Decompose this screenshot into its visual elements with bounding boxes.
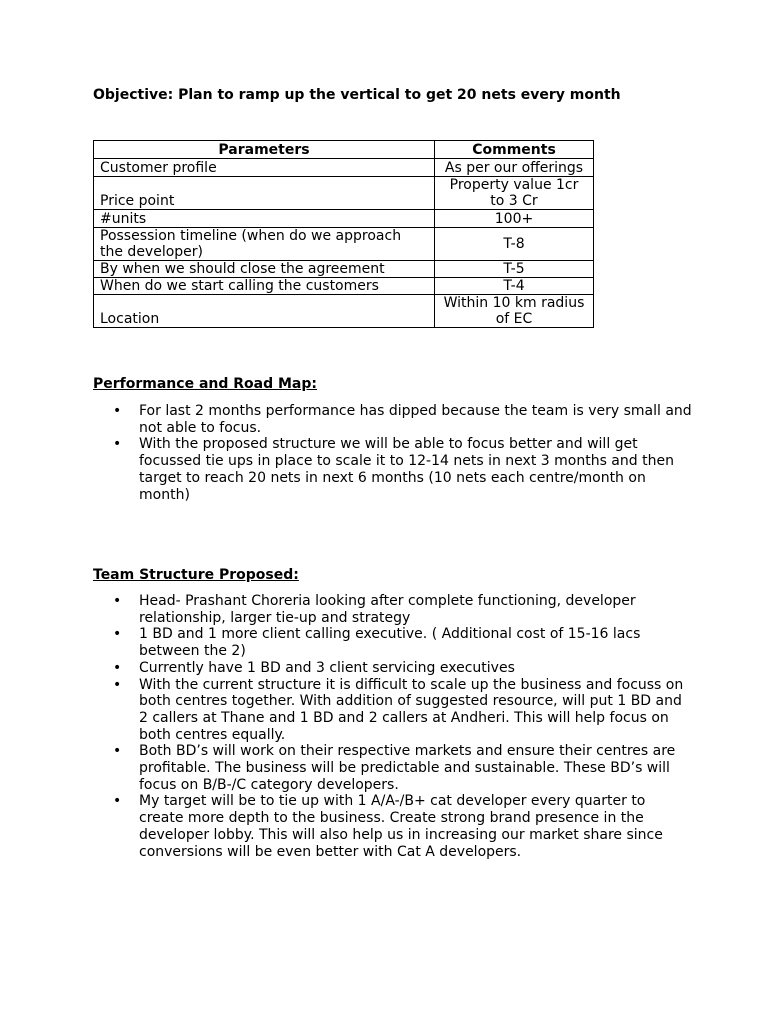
table-row: [94, 210, 594, 228]
comment-cell: T-4: [435, 278, 594, 295]
performance-bullet-list: [93, 403, 693, 503]
comment-cell: Within 10 km radius of EC: [435, 295, 594, 328]
list-item: [93, 793, 693, 860]
list-item-text: Head- Prashant Choreria looking after complete functioning, developer relationship, larger tie-up and strategy: [139, 593, 636, 626]
team-bullet-list: [93, 593, 693, 860]
parameter-cell: #units: [94, 210, 435, 228]
comment-cell: As per our offerings: [435, 159, 594, 177]
comment-cell: Property value 1cr to 3 Cr: [435, 177, 594, 210]
comment-cell: T-8: [435, 228, 594, 261]
list-item-text: 1 BD and 1 more client calling executive. ( Additional cost of 15-16 lacs between the 2): [139, 626, 641, 660]
column-header-comments: Comments: [435, 141, 594, 159]
bullet-icon: •: [113, 436, 122, 453]
objective-heading: Objective: Plan to ramp up the vertical to get 20 nets every month: [93, 87, 621, 103]
bullet-icon: •: [113, 793, 122, 810]
table-row: [94, 278, 594, 295]
bullet-icon: •: [113, 626, 122, 643]
list-item: [93, 677, 693, 744]
bullet-icon: •: [113, 403, 122, 419]
list-item: [93, 403, 693, 436]
list-item-text: Both BD’s will work on their respective markets and ensure their centres are profitable. The business will be predictable and sustainable. These BD’s will focus on B/B-/C category developers.: [139, 743, 676, 793]
list-item-text: Currently have 1 BD and 3 client servicing executives: [139, 659, 515, 676]
list-item: [93, 660, 693, 677]
table-row: [94, 261, 594, 278]
list-item: [93, 593, 693, 626]
parameter-cell: Customer profile: [94, 159, 435, 177]
column-header-parameters: Parameters: [94, 141, 435, 159]
list-item-text: With the current structure it is difficult to scale up the business and focuss on both centres together. With addition of suggested resource, will put 1 BD and 2 callers at Thane and 1 BD and 2 callers at Andheri. This will help focus on both centres equally.: [139, 676, 684, 743]
list-item: [93, 626, 693, 659]
list-item-text: My target will be to tie up with 1 A/A-/B+ cat developer every quarter to create more depth to the business. Create strong brand presence in the developer lobby. This will also help us in increasing our market share since conversions will be even better with Cat A developers.: [139, 793, 663, 860]
performance-heading: Performance and Road Map:: [93, 376, 317, 392]
parameter-cell: When do we start calling the customers: [94, 278, 435, 295]
table-row: [94, 177, 594, 210]
table-row: [94, 228, 594, 261]
bullet-icon: •: [113, 676, 122, 693]
parameters-table: [93, 140, 594, 328]
parameter-cell: Price point: [94, 177, 435, 210]
list-item: [93, 436, 693, 503]
comment-cell: 100+: [435, 210, 594, 228]
table-row: [94, 159, 594, 177]
parameter-cell: By when we should close the agreement: [94, 261, 435, 278]
table-row: [94, 295, 594, 328]
table-header-row: [94, 141, 594, 159]
bullet-icon: •: [113, 743, 122, 760]
parameter-cell: Location: [94, 295, 435, 328]
bullet-icon: •: [113, 593, 122, 609]
list-item-text: For last 2 months performance has dipped because the team is very small and not able to focus.: [139, 403, 692, 436]
bullet-icon: •: [113, 659, 122, 676]
list-item: [93, 743, 693, 793]
parameter-cell: Possession timeline (when do we approach the developer): [94, 228, 435, 261]
team-heading: Team Structure Proposed:: [93, 567, 299, 583]
comment-cell: T-5: [435, 261, 594, 278]
list-item-text: With the proposed structure we will be able to focus better and will get focussed tie ups in place to scale it to 12-14 nets in next 3 months and then target to reach 20 nets in next 6 months (10 nets each centre/month on month): [139, 436, 674, 503]
